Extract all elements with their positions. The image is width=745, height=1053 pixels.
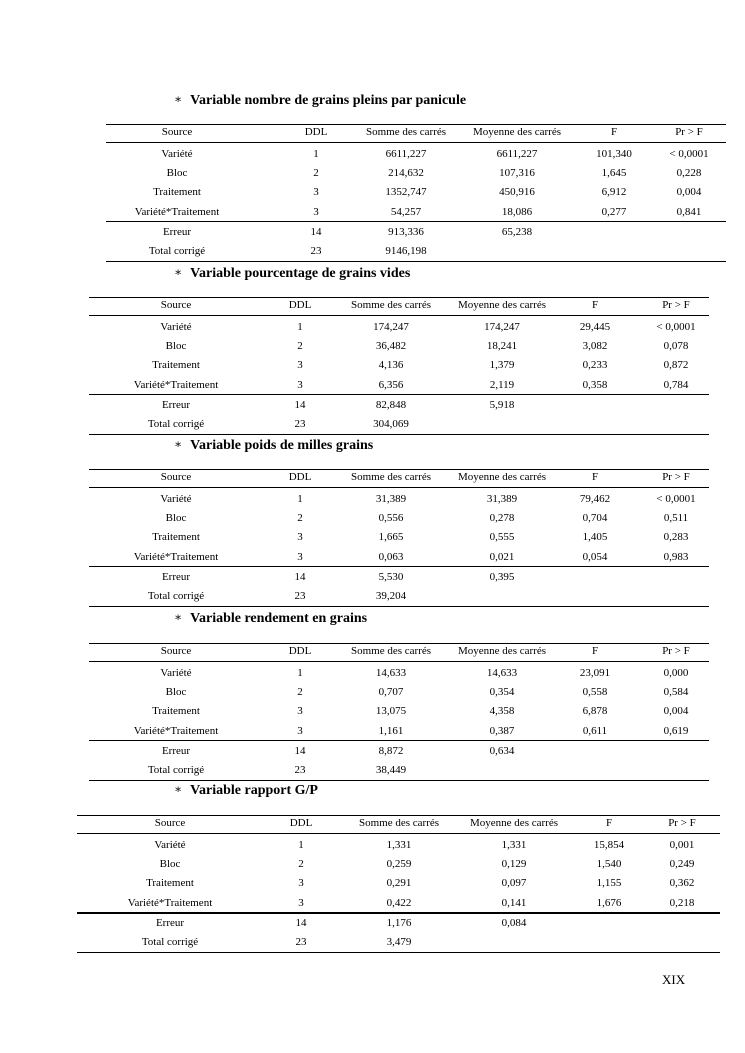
table-cell: 36,482	[375, 340, 407, 352]
table-cell: 0,004	[676, 186, 702, 198]
table-row	[89, 356, 709, 374]
table-rule	[89, 566, 709, 567]
table-row	[89, 548, 709, 566]
table-cell: 0,218	[669, 897, 695, 909]
table-row	[89, 568, 709, 586]
table-cell: < 0,0001	[669, 148, 709, 160]
bullet-asterisk-icon: ∗	[174, 92, 183, 106]
table-row	[106, 164, 726, 182]
table-cell: Total corrigé	[147, 418, 205, 430]
table-row	[89, 415, 709, 433]
anova-table	[89, 469, 709, 609]
table-row	[89, 587, 709, 605]
table-cell: Variété	[154, 839, 186, 851]
table-cell: 0,387	[489, 725, 515, 737]
table-row	[106, 203, 726, 221]
table-cell: 0,784	[663, 379, 689, 391]
table-cell: 0,704	[582, 512, 608, 524]
table-cell: Bloc	[165, 340, 187, 352]
table-cell: 3,082	[582, 340, 608, 352]
column-header: Source	[161, 126, 193, 138]
table-row	[89, 664, 709, 682]
table-cell: 0,354	[489, 686, 515, 698]
table-rule	[77, 952, 720, 953]
table-cell: 0,872	[663, 359, 689, 371]
table-cell: 5,918	[489, 399, 515, 411]
table-cell: 13,075	[375, 705, 407, 717]
table-cell: 174,247	[373, 321, 409, 333]
table-cell: 0,141	[501, 897, 527, 909]
bullet-asterisk-icon: ∗	[174, 782, 183, 796]
table-header-row	[89, 642, 709, 660]
table-cell: 38,449	[375, 764, 407, 776]
table-cell: 0,259	[386, 858, 412, 870]
table-rule	[89, 661, 709, 662]
table-cell: 1,331	[386, 839, 412, 851]
column-header: Somme des carrés	[365, 126, 447, 138]
table-cell: 0,277	[601, 206, 627, 218]
table-heading	[174, 611, 367, 627]
column-header: Source	[160, 645, 192, 657]
column-header: Moyenne des carrés	[458, 299, 546, 311]
table-row	[106, 242, 726, 260]
table-cell: 3	[298, 877, 304, 889]
column-header: F	[591, 471, 599, 483]
table-row	[89, 702, 709, 720]
column-header: F	[591, 299, 599, 311]
table-cell: 3	[297, 705, 303, 717]
table-cell: Traitement	[146, 877, 194, 889]
table-cell: 23	[310, 245, 322, 257]
table-cell: 174,247	[484, 321, 520, 333]
table-cell: 1	[297, 667, 303, 679]
table-cell: Total corrigé	[148, 245, 206, 257]
table-row	[77, 914, 720, 932]
table-heading	[174, 783, 318, 799]
table-cell: Erreur	[162, 226, 192, 238]
table-cell: 31,389	[486, 493, 518, 505]
column-header: F	[610, 126, 618, 138]
table-cell: 0,362	[669, 877, 695, 889]
table-row	[89, 490, 709, 508]
table-cell: 0,097	[501, 877, 527, 889]
table-cell: 0,054	[582, 551, 608, 563]
table-cell: 3	[313, 206, 319, 218]
table-cell: Total corrigé	[141, 936, 199, 948]
column-header: Moyenne des carrés	[473, 126, 561, 138]
table-heading	[174, 93, 466, 109]
table-rule	[89, 487, 709, 488]
table-row	[106, 183, 726, 201]
column-header: Pr > F	[662, 645, 690, 657]
table-cell: 23,091	[579, 667, 611, 679]
table-row	[89, 376, 709, 394]
anova-table	[106, 124, 726, 264]
table-rule	[89, 740, 709, 741]
table-cell: 304,069	[373, 418, 409, 430]
table-row	[89, 742, 709, 760]
table-cell: 0,004	[663, 705, 689, 717]
table-cell: 31,389	[375, 493, 407, 505]
table-cell: 14,633	[486, 667, 518, 679]
table-cell: 65,238	[501, 226, 533, 238]
table-cell: Bloc	[165, 686, 187, 698]
table-row	[89, 761, 709, 779]
table-cell: 14	[295, 917, 307, 929]
table-row	[106, 223, 726, 241]
table-cell: 0,249	[669, 858, 695, 870]
column-header: Source	[160, 299, 192, 311]
table-rule	[106, 261, 726, 262]
table-cell: 2	[298, 858, 304, 870]
table-cell: 0,422	[386, 897, 412, 909]
table-cell: 0,063	[378, 551, 404, 563]
column-header: Somme des carrés	[350, 299, 432, 311]
table-cell: 5,530	[378, 571, 404, 583]
table-cell: 0,291	[386, 877, 412, 889]
column-header: DDL	[288, 471, 312, 483]
table-cell: 4,136	[378, 359, 404, 371]
bullet-asterisk-icon: ∗	[174, 610, 183, 624]
table-heading	[174, 438, 373, 454]
column-header: Source	[160, 471, 192, 483]
table-cell: 0,611	[582, 725, 608, 737]
table-cell: Traitement	[152, 359, 200, 371]
table-cell: Bloc	[166, 167, 188, 179]
table-row	[89, 509, 709, 527]
table-cell: 1	[297, 493, 303, 505]
table-cell: 1,155	[596, 877, 622, 889]
column-header: Pr > F	[675, 126, 703, 138]
table-cell: Traitement	[152, 531, 200, 543]
table-cell: 6,356	[378, 379, 404, 391]
bullet-asterisk-icon: ∗	[174, 265, 183, 279]
table-cell: < 0,0001	[656, 321, 696, 333]
table-row	[89, 337, 709, 355]
table-cell: 14	[310, 226, 322, 238]
table-cell: < 0,0001	[656, 493, 696, 505]
table-cell: 4,358	[489, 705, 515, 717]
table-cell: 3	[297, 551, 303, 563]
table-cell: 3	[298, 897, 304, 909]
table-header-row	[77, 814, 720, 832]
column-header: F	[605, 817, 613, 829]
column-header: DDL	[289, 817, 313, 829]
table-cell: 15,854	[593, 839, 625, 851]
table-rule	[77, 833, 720, 834]
table-cell: 0,129	[501, 858, 527, 870]
table-cell: 8,872	[378, 745, 404, 757]
table-cell: 9146,198	[385, 245, 427, 257]
table-rule	[89, 606, 709, 607]
anova-table	[89, 297, 709, 437]
column-header: Somme des carrés	[350, 471, 432, 483]
table-cell: 0,000	[663, 667, 689, 679]
table-cell: 14	[294, 571, 306, 583]
column-header: Pr > F	[668, 817, 696, 829]
column-header: Pr > F	[662, 471, 690, 483]
column-header: Moyenne des carrés	[470, 817, 558, 829]
table-cell: 82,848	[375, 399, 407, 411]
table-cell: 913,336	[388, 226, 424, 238]
table-cell: Erreur	[155, 917, 185, 929]
table-cell: 0,078	[663, 340, 689, 352]
column-header: Somme des carrés	[358, 817, 440, 829]
table-cell: 2	[297, 686, 303, 698]
table-cell: 0,233	[582, 359, 608, 371]
table-cell: Erreur	[161, 745, 191, 757]
table-cell: Variété	[160, 493, 192, 505]
table-cell: 0,707	[378, 686, 404, 698]
table-cell: 2	[297, 340, 303, 352]
table-cell: 1,161	[378, 725, 404, 737]
table-cell: 2	[313, 167, 319, 179]
table-cell: 1352,747	[385, 186, 427, 198]
column-header: Moyenne des carrés	[458, 645, 546, 657]
column-header: DDL	[288, 645, 312, 657]
table-cell: 6611,227	[496, 148, 538, 160]
table-row	[89, 318, 709, 336]
table-rule	[89, 394, 709, 395]
table-cell: 6,878	[582, 705, 608, 717]
table-cell: 1,405	[582, 531, 608, 543]
table-cell: 23	[294, 590, 306, 602]
table-row	[77, 894, 720, 912]
table-cell: 0,358	[582, 379, 608, 391]
table-title: Variable nombre de grains pleins par panicule	[190, 93, 467, 108]
anova-table	[77, 815, 720, 955]
column-header: Somme des carrés	[350, 645, 432, 657]
table-cell: 0,283	[663, 531, 689, 543]
table-cell: 23	[294, 764, 306, 776]
table-cell: 23	[294, 418, 306, 430]
table-cell: 0,558	[582, 686, 608, 698]
table-cell: 0,084	[501, 917, 527, 929]
table-cell: 0,511	[663, 512, 689, 524]
table-cell: 6611,227	[385, 148, 427, 160]
table-cell: Variété*Traitement	[127, 897, 213, 909]
table-title: Variable poids de milles grains	[190, 438, 374, 453]
table-cell: 0,395	[489, 571, 515, 583]
column-header: DDL	[304, 126, 328, 138]
table-cell: 0,634	[489, 745, 515, 757]
table-cell: 6,912	[601, 186, 627, 198]
table-cell: 0,001	[669, 839, 695, 851]
table-cell: 3	[297, 725, 303, 737]
table-cell: 23	[295, 936, 307, 948]
column-header: Moyenne des carrés	[458, 471, 546, 483]
column-header: Source	[154, 817, 186, 829]
table-title: Variable pourcentage de grains vides	[190, 266, 411, 281]
table-cell: 3	[313, 186, 319, 198]
table-header-row	[89, 468, 709, 486]
table-rule	[89, 315, 709, 316]
column-header: DDL	[288, 299, 312, 311]
table-cell: 3	[297, 379, 303, 391]
table-cell: 0,228	[676, 167, 702, 179]
table-cell: 14	[294, 399, 306, 411]
table-cell: 1,331	[501, 839, 527, 851]
table-cell: 0,983	[663, 551, 689, 563]
table-rule	[106, 221, 726, 222]
table-cell: Variété*Traitement	[133, 379, 219, 391]
table-cell: Total corrigé	[147, 764, 205, 776]
table-cell: 1	[297, 321, 303, 333]
table-cell: 101,340	[596, 148, 632, 160]
table-cell: Erreur	[161, 399, 191, 411]
table-cell: 14	[294, 745, 306, 757]
table-cell: 107,316	[499, 167, 535, 179]
table-cell: 2	[297, 512, 303, 524]
table-cell: 0,841	[676, 206, 702, 218]
table-cell: 1	[313, 148, 319, 160]
table-cell: 1,665	[378, 531, 404, 543]
table-header-row	[89, 296, 709, 314]
table-cell: Traitement	[153, 186, 201, 198]
table-cell: Bloc	[159, 858, 181, 870]
table-cell: 79,462	[579, 493, 611, 505]
table-rule	[89, 434, 709, 435]
table-cell: 0,584	[663, 686, 689, 698]
table-cell: Erreur	[161, 571, 191, 583]
table-cell: 1	[298, 839, 304, 851]
table-cell: 1,540	[596, 858, 622, 870]
table-cell: 3	[297, 359, 303, 371]
table-cell: Variété*Traitement	[134, 206, 220, 218]
table-row	[77, 855, 720, 873]
table-heading	[174, 266, 410, 282]
table-cell: 1,645	[601, 167, 627, 179]
table-cell: 14,633	[375, 667, 407, 679]
table-cell: 1,379	[489, 359, 515, 371]
column-header: F	[591, 645, 599, 657]
table-cell: 0,555	[489, 531, 515, 543]
table-cell: 54,257	[390, 206, 422, 218]
table-cell: 2,119	[489, 379, 515, 391]
table-cell: Variété*Traitement	[133, 725, 219, 737]
table-cell: 0,619	[663, 725, 689, 737]
table-cell: Variété*Traitement	[133, 551, 219, 563]
table-cell: 18,241	[486, 340, 518, 352]
table-cell: 0,556	[378, 512, 404, 524]
table-row	[89, 528, 709, 546]
table-cell: 0,278	[489, 512, 515, 524]
table-cell: 3,479	[386, 936, 412, 948]
table-row	[89, 722, 709, 740]
page-number: XIX	[662, 972, 686, 987]
anova-table	[89, 643, 709, 783]
table-row	[89, 683, 709, 701]
table-cell: 450,916	[499, 186, 535, 198]
table-row	[77, 836, 720, 854]
table-row	[77, 874, 720, 892]
table-cell: Variété	[160, 321, 192, 333]
table-cell: Traitement	[152, 705, 200, 717]
table-row	[77, 933, 720, 951]
table-cell: 3	[297, 531, 303, 543]
table-cell: Bloc	[165, 512, 187, 524]
table-title: Variable rapport G/P	[190, 783, 318, 798]
table-cell: 0,021	[489, 551, 515, 563]
table-row	[89, 396, 709, 414]
table-cell: 214,632	[388, 167, 424, 179]
bullet-asterisk-icon: ∗	[174, 437, 183, 451]
table-cell: 1,176	[386, 917, 412, 929]
table-rule	[89, 780, 709, 781]
table-cell: 39,204	[375, 590, 407, 602]
table-cell: Variété	[161, 148, 193, 160]
table-cell: Variété	[160, 667, 192, 679]
table-cell: 18,086	[501, 206, 533, 218]
table-cell: Total corrigé	[147, 590, 205, 602]
table-title: Variable rendement en grains	[190, 611, 368, 626]
table-row	[106, 145, 726, 163]
column-header: Pr > F	[662, 299, 690, 311]
table-cell: 29,445	[579, 321, 611, 333]
table-header-row	[106, 123, 726, 141]
table-cell: 1,676	[596, 897, 622, 909]
table-rule	[106, 142, 726, 143]
